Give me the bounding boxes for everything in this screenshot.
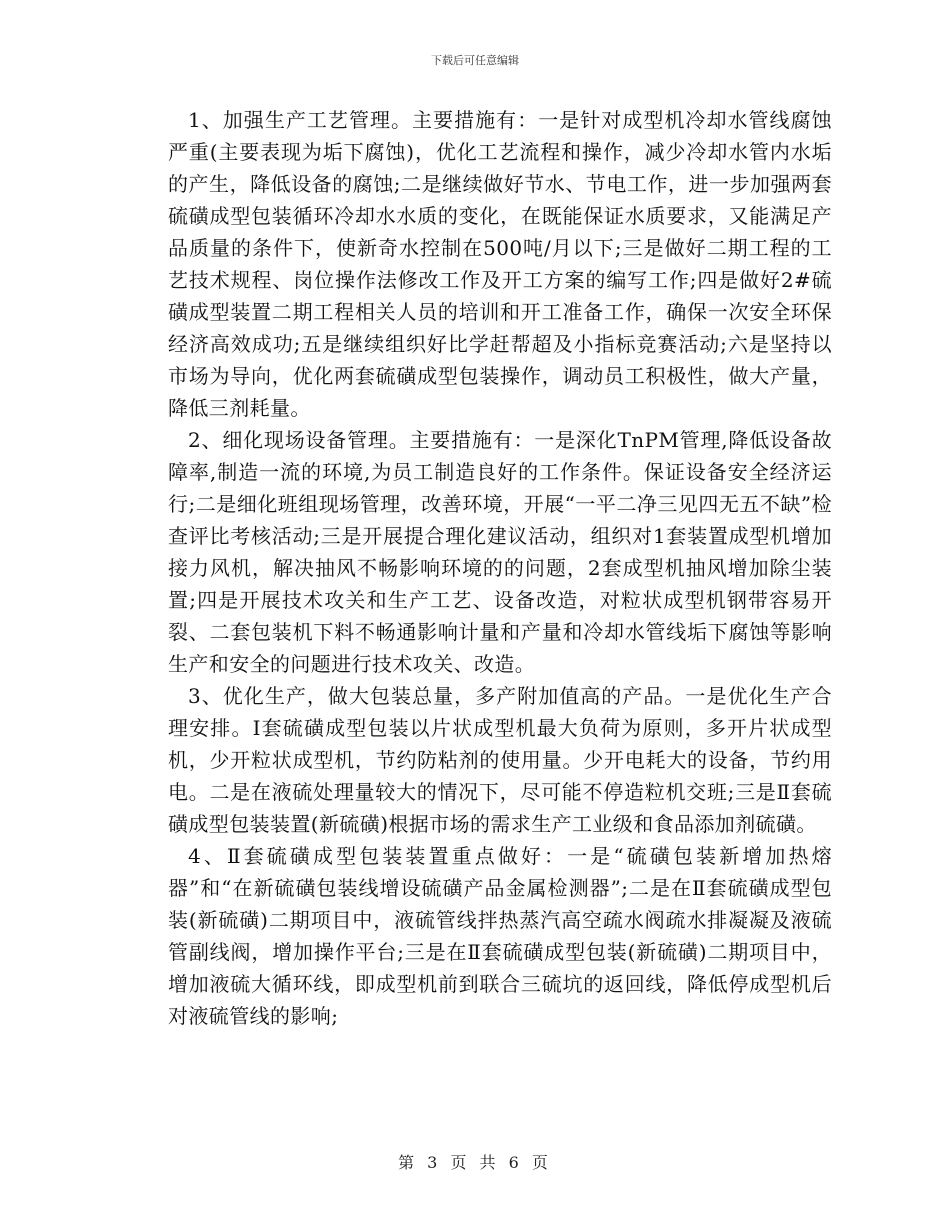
- paragraph-2: 2、细化现场设备管理。主要措施有：一是深化TnPM管理,降低设备故障率,制造一流的环境,为员工制造良好的工作条件。保证设备安全经济运行;二是细化班组现场管理，改善环境，开展“一平二净三见四无五不缺”检查评比考核活动;三是开展提合理化建议活动，组织对1套装置成型机增加接力风机，解决抽风不畅影响环境的的问题，2套成型机抽风增加除尘装置;四是开展技术攻关和生产工艺、设备改造，对粒状成型机钢带容易开裂、二套包装机下料不畅通影响计量和产量和冷却水管线垢下腐蚀等影响生产和安全的问题进行技术攻关、改造。: [168, 428, 832, 676]
- page-header: 下载后可任意编辑: [431, 54, 519, 67]
- paragraph-4: 4、Ⅱ套硫磺成型包装装置重点做好：一是“硫磺包装新增加热熔器”和“在新硫磺包装线增设硫磺产品金属检测器”;二是在Ⅱ套硫磺成型包装(新硫磺)二期项目中，液硫管线拌热蒸汽高空疏水阀疏水排凝凝及液硫管副线阀，增加操作平台;三是在Ⅱ套硫磺成型包装(新硫磺)二期项目中，增加液硫大循环线，即成型机前到联合三硫坑的返回线，降低停成型机后对液硫管线的影响;: [168, 844, 832, 1028]
- paragraph-3: 3、优化生产，做大包装总量，多产附加值高的产品。一是优化生产合理安排。Ⅰ套硫磺成型包装以片状成型机最大负荷为原则，多开片状成型机，少开粒状成型机，节约防粘剂的使用量。少开电耗大的设备，节约用电。二是在液硫处理量较大的情况下，尽可能不停造粒机交班;三是Ⅱ套硫磺成型包装装置(新硫磺)根据市场的需求生产工业级和食品添加剂硫磺。: [168, 684, 832, 836]
- paragraph-1: 1、加强生产工艺管理。主要措施有：一是针对成型机冷却水管线腐蚀严重(主要表现为垢下腐蚀)，优化工艺流程和操作，减少冷却水管内水垢的产生，降低设备的腐蚀;二是继续做好节水、节电工作，进一步加强两套硫磺成型包装循环冷却水水质的变化，在既能保证水质要求，又能满足产品质量的条件下，使新奇水控制在500吨/月以下;三是做好二期工程的工艺技术规程、岗位操作法修改工作及开工方案的编写工作;四是做好2#硫磺成型装置二期工程相关人员的培训和开工准备工作，确保一次安全环保经济高效成功;五是继续组织好比学赶帮超及小指标竞赛活动;六是坚持以市场为导向，优化两套硫磺成型包装操作，调动员工积极性，做大产量，降低三剂耗量。: [168, 108, 832, 420]
- page-number: 第 3 页 共 6 页: [398, 1153, 552, 1172]
- document-body: [168, 104, 832, 1032]
